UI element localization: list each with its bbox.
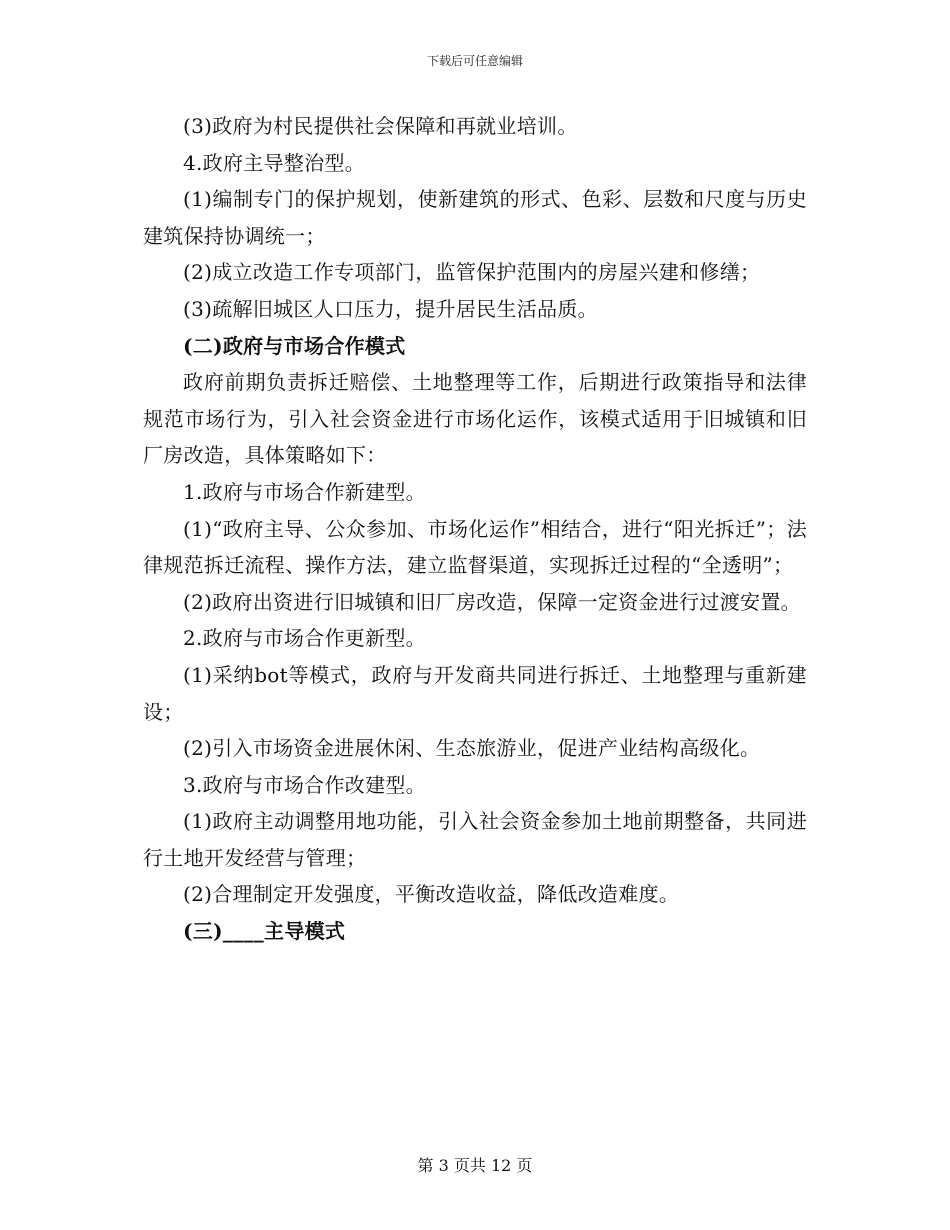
paragraph: (1)“政府主导、公众参加、市场化运作”相结合，进行“阳光拆迁”；法律规范拆迁流程、操作方法，建立监督渠道，实现拆迁过程的“全透明”； — [143, 516, 807, 578]
paragraph: (1)政府主动调整用地功能，引入社会资金参加土地前期整备，共同进行土地开发经营与管理； — [143, 809, 807, 870]
document-body — [143, 108, 807, 950]
paragraph: 4.政府主导整治型。 — [183, 150, 366, 175]
paragraph: (3)政府为村民提供社会保障和再就业培训。 — [183, 114, 578, 138]
paragraph: 1.政府与市场合作新建型。 — [183, 479, 426, 504]
section-heading: (三)____主导模式 — [183, 919, 346, 944]
paragraph: 2.政府与市场合作更新型。 — [183, 626, 426, 651]
paragraph: (3)疏解旧城区人口压力，提升居民生活品质。 — [183, 296, 598, 321]
paragraph: 政府前期负责拆迁赔偿、土地整理等工作，后期进行政策指导和法律规范市场行为，引入社会资金进行市场化运作，该模式适用于旧城镇和旧厂房改造，具体策略如下： — [143, 370, 807, 468]
paragraph: (1)采纳bot等模式，政府与开发商共同进行拆迁、土地整理与重新建设； — [143, 662, 807, 724]
section-heading: (二)政府与市场合作模式 — [183, 333, 406, 358]
page-footer: 第 3 页共 12 页 — [417, 1156, 533, 1175]
paragraph: (2)引入市场资金进展休闲、生态旅游业，促进产业结构高级化。 — [183, 736, 761, 761]
paragraph: (1)编制专门的保护规划，使新建筑的形式、色彩、层数和尺度与历史建筑保持协调统一； — [143, 187, 807, 248]
paragraph: 3.政府与市场合作改建型。 — [183, 772, 426, 797]
page-header: 下载后可任意编辑 — [426, 54, 523, 68]
paragraph: (2)合理制定开发强度，平衡改造收益，降低改造难度。 — [183, 882, 680, 907]
paragraph: (2)成立改造工作专项部门，监管保护范围内的房屋兴建和修缮； — [183, 260, 761, 285]
paragraph: (2)政府出资进行旧城镇和旧厂房改造，保障一定资金进行过渡安置。 — [183, 589, 801, 614]
